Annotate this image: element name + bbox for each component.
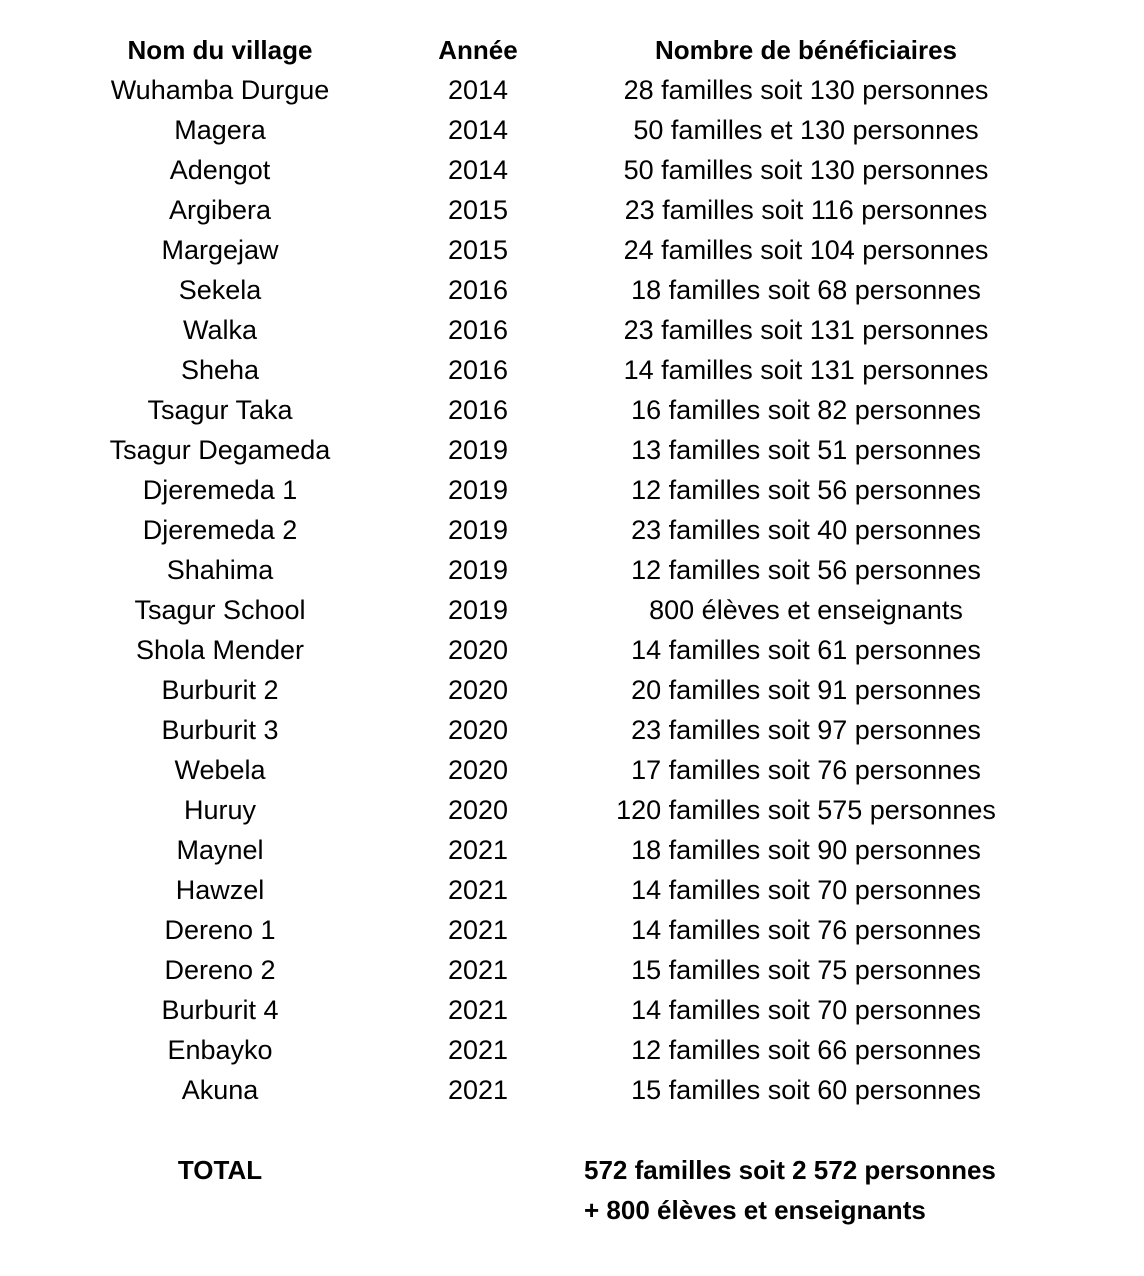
table-row [0, 190, 1144, 230]
cell-year: 2019 [447, 555, 509, 585]
cell-beneficiaries: 23 familles soit 40 personnes [631, 515, 981, 545]
cell-beneficiaries: 12 familles soit 66 personnes [631, 1035, 981, 1065]
cell-year: 2016 [447, 315, 509, 345]
cell-village: Tsagur Taka [147, 395, 293, 425]
cell-year: 2021 [447, 875, 509, 905]
cell-village: Margejaw [161, 235, 279, 265]
cell-village: Webela [174, 755, 266, 785]
cell-beneficiaries: 23 familles soit 116 personnes [624, 195, 988, 225]
cell-year: 2021 [447, 915, 509, 945]
table-row [0, 550, 1144, 590]
cell-year: 2021 [447, 995, 509, 1025]
cell-year: 2019 [447, 515, 509, 545]
table-row [0, 390, 1144, 430]
cell-year: 2021 [447, 835, 509, 865]
cell-beneficiaries: 20 familles soit 91 personnes [631, 675, 981, 705]
cell-year: 2021 [447, 955, 509, 985]
cell-village: Sekela [178, 275, 262, 305]
table-row [0, 590, 1144, 630]
cell-village: Burburit 3 [161, 715, 279, 745]
cell-beneficiaries: 14 familles soit 76 personnes [631, 915, 981, 945]
cell-beneficiaries: 23 familles soit 131 personnes [623, 315, 989, 345]
table-header-row [0, 30, 1144, 70]
cell-beneficiaries: 15 familles soit 75 personnes [631, 955, 981, 985]
header-year: Année [438, 35, 518, 65]
total-families-persons: 572 familles soit 2 572 personnes [584, 1155, 996, 1185]
total-label: TOTAL [177, 1155, 263, 1185]
cell-beneficiaries: 23 familles soit 97 personnes [631, 715, 981, 745]
cell-village: Shola Mender [135, 635, 305, 665]
cell-year: 2015 [447, 195, 509, 225]
cell-year: 2021 [447, 1035, 509, 1065]
cell-village: Burburit 2 [161, 675, 279, 705]
cell-beneficiaries: 50 familles soit 130 personnes [623, 155, 989, 185]
table-row [0, 870, 1144, 910]
cell-beneficiaries: 12 familles soit 56 personnes [631, 475, 981, 505]
table-row [0, 1030, 1144, 1070]
cell-year: 2016 [447, 355, 509, 385]
cell-village: Maynel [176, 835, 264, 865]
cell-beneficiaries: 14 familles soit 70 personnes [631, 995, 981, 1025]
cell-beneficiaries: 18 familles soit 90 personnes [631, 835, 981, 865]
cell-village: Sheha [180, 355, 260, 385]
cell-village: Djeremeda 2 [142, 515, 298, 545]
cell-beneficiaries: 16 familles soit 82 personnes [631, 395, 981, 425]
cell-village: Wuhamba Durgue [110, 75, 330, 105]
table-row [0, 790, 1144, 830]
table-row [0, 110, 1144, 150]
cell-village: Dereno 2 [164, 955, 276, 985]
cell-year: 2014 [447, 115, 509, 145]
cell-year: 2015 [447, 235, 509, 265]
cell-year: 2014 [447, 155, 509, 185]
table-row [0, 470, 1144, 510]
cell-beneficiaries: 14 familles soit 131 personnes [623, 355, 989, 385]
cell-village: Hawzel [175, 875, 265, 905]
total-students-teachers: + 800 élèves et enseignants [584, 1195, 926, 1225]
header-beneficiaries: Nombre de bénéficiaires [655, 35, 957, 65]
cell-year: 2020 [447, 715, 509, 745]
cell-village: Shahima [166, 555, 274, 585]
cell-beneficiaries: 14 familles soit 70 personnes [631, 875, 981, 905]
table-row [0, 630, 1144, 670]
cell-year: 2019 [447, 435, 509, 465]
cell-beneficiaries: 18 familles soit 68 personnes [631, 275, 981, 305]
cell-beneficiaries: 24 familles soit 104 personnes [623, 235, 989, 265]
cell-village: Tsagur School [134, 595, 306, 625]
table-row [0, 1070, 1144, 1110]
cell-beneficiaries: 13 familles soit 51 personnes [631, 435, 981, 465]
cell-year: 2020 [447, 635, 509, 665]
cell-beneficiaries: 800 élèves et enseignants [649, 595, 963, 625]
cell-year: 2020 [447, 755, 509, 785]
table-row [0, 350, 1144, 390]
table-row [0, 70, 1144, 110]
cell-village: Adengot [169, 155, 271, 185]
cell-village: Huruy [183, 795, 257, 825]
table-row [0, 830, 1144, 870]
cell-village: Walka [182, 315, 257, 345]
cell-village: Magera [174, 115, 266, 145]
cell-year: 2020 [447, 675, 509, 705]
cell-beneficiaries: 15 familles soit 60 personnes [631, 1075, 981, 1105]
table-row [0, 430, 1144, 470]
cell-year: 2016 [447, 395, 509, 425]
table-row [0, 910, 1144, 950]
cell-village: Dereno 1 [164, 915, 276, 945]
cell-beneficiaries: 50 familles et 130 personnes [633, 115, 979, 145]
table-row [0, 710, 1144, 750]
cell-beneficiaries: 12 familles soit 56 personnes [631, 555, 981, 585]
cell-year: 2019 [447, 595, 509, 625]
table-row [0, 670, 1144, 710]
table-row [0, 750, 1144, 790]
cell-year: 2019 [447, 475, 509, 505]
cell-beneficiaries: 14 familles soit 61 personnes [631, 635, 981, 665]
cell-year: 2021 [447, 1075, 509, 1105]
cell-year: 2016 [447, 275, 509, 305]
cell-beneficiaries: 17 familles soit 76 personnes [631, 755, 981, 785]
table-row [0, 310, 1144, 350]
beneficiaries-table [0, 30, 1144, 1110]
table-body [0, 70, 1144, 1110]
cell-village: Tsagur Degameda [109, 435, 331, 465]
cell-village: Enbayko [167, 1035, 273, 1065]
table-row [0, 230, 1144, 270]
table-row [0, 270, 1144, 310]
table-row [0, 950, 1144, 990]
table-row [0, 150, 1144, 190]
cell-beneficiaries: 28 familles soit 130 personnes [623, 75, 989, 105]
table-row [0, 510, 1144, 550]
cell-year: 2014 [447, 75, 509, 105]
cell-village: Burburit 4 [161, 995, 279, 1025]
total-section [0, 1150, 1144, 1230]
cell-village: Argibera [168, 195, 272, 225]
cell-year: 2020 [447, 795, 509, 825]
cell-beneficiaries: 120 familles soit 575 personnes [616, 795, 996, 825]
header-village: Nom du village [127, 35, 313, 65]
table-row [0, 990, 1144, 1030]
cell-village: Djeremeda 1 [142, 475, 298, 505]
cell-village: Akuna [181, 1075, 259, 1105]
